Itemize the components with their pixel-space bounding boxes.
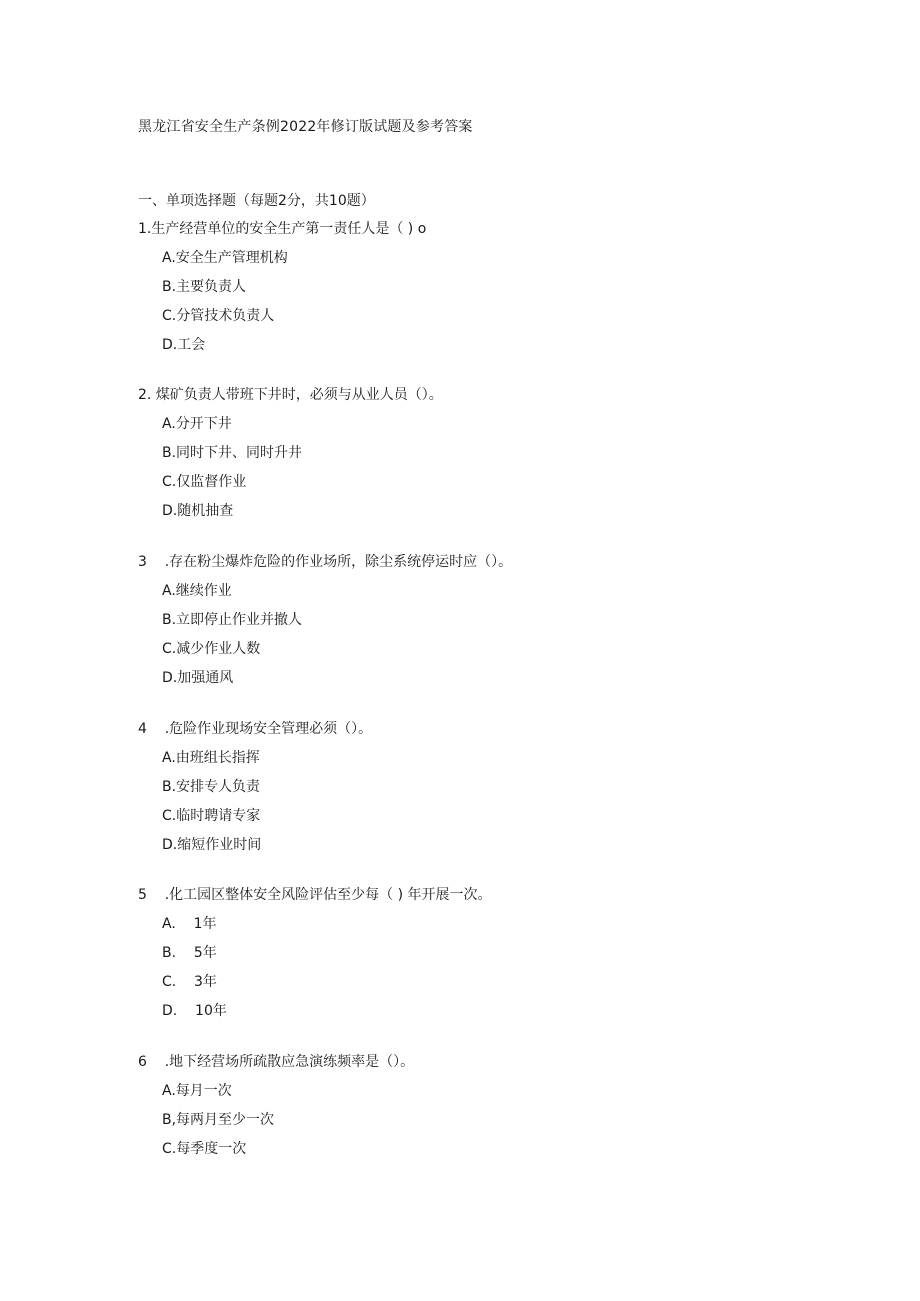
option-b: B.同时下井、同时升井	[162, 445, 303, 461]
option-a: A.每月一次	[162, 1083, 232, 1099]
option-list	[138, 414, 443, 521]
option-list	[138, 748, 372, 855]
question-text: 1.生产经营单位的安全生产第一责任人是（ ) o	[138, 221, 427, 237]
option-b: B.主要负责人	[162, 279, 247, 295]
option-b: B.立即停止作业并撤人	[162, 612, 303, 628]
document-title: 黑龙江省安全生产条例2022年修订版试题及参考答案	[138, 119, 473, 135]
option-list	[138, 914, 492, 1021]
option-a: A. 1年	[162, 916, 217, 932]
question-text: 3 .存在粉尘爆炸危险的作业场所，除尘系统停运时应（）。	[138, 554, 513, 570]
option-list	[138, 248, 426, 355]
option-c: C.分管技术负责人	[162, 308, 275, 324]
question-3	[138, 552, 512, 688]
section-heading: 一、单项选择题（每题2分，共10题）	[138, 193, 375, 209]
question-4	[138, 719, 372, 855]
option-a: A.安全生产管理机构	[162, 250, 288, 266]
option-c: C.每季度一次	[162, 1141, 247, 1157]
option-a: A.继续作业	[162, 583, 232, 599]
question-text: 6 .地下经营场所疏散应急演练频率是（）。	[138, 1054, 415, 1070]
option-d: D.缩短作业时间	[162, 837, 262, 853]
option-list	[138, 1081, 414, 1159]
option-d: D.加强通风	[162, 670, 234, 686]
question-text: 2. 煤矿负责人带班下井时，必须与从业人员（）。	[138, 387, 443, 403]
question-text: 4 .危险作业现场安全管理必须（）。	[138, 721, 373, 737]
question-2	[138, 385, 443, 521]
option-d: D.工会	[162, 337, 206, 353]
question-text: 5 .化工园区整体安全风险评估至少每（ ) 年开展一次。	[138, 887, 492, 903]
option-c: C. 3年	[162, 974, 217, 990]
option-c: C.减少作业人数	[162, 641, 261, 657]
option-b: B.安排专人负责	[162, 779, 261, 795]
option-c: C.临时聘请专家	[162, 808, 261, 824]
question-6	[138, 1052, 414, 1159]
option-d: D. 10年	[162, 1003, 227, 1019]
option-b: B,每两月至少一次	[162, 1112, 275, 1128]
question-5	[138, 885, 492, 1021]
option-a: A.由班组长指挥	[162, 750, 260, 766]
option-b: B. 5年	[162, 945, 217, 961]
question-1	[138, 219, 426, 355]
option-c: C.仅监督作业	[162, 474, 247, 490]
option-d: D.随机抽查	[162, 503, 234, 519]
option-list	[138, 581, 512, 688]
option-a: A.分开下井	[162, 416, 232, 432]
